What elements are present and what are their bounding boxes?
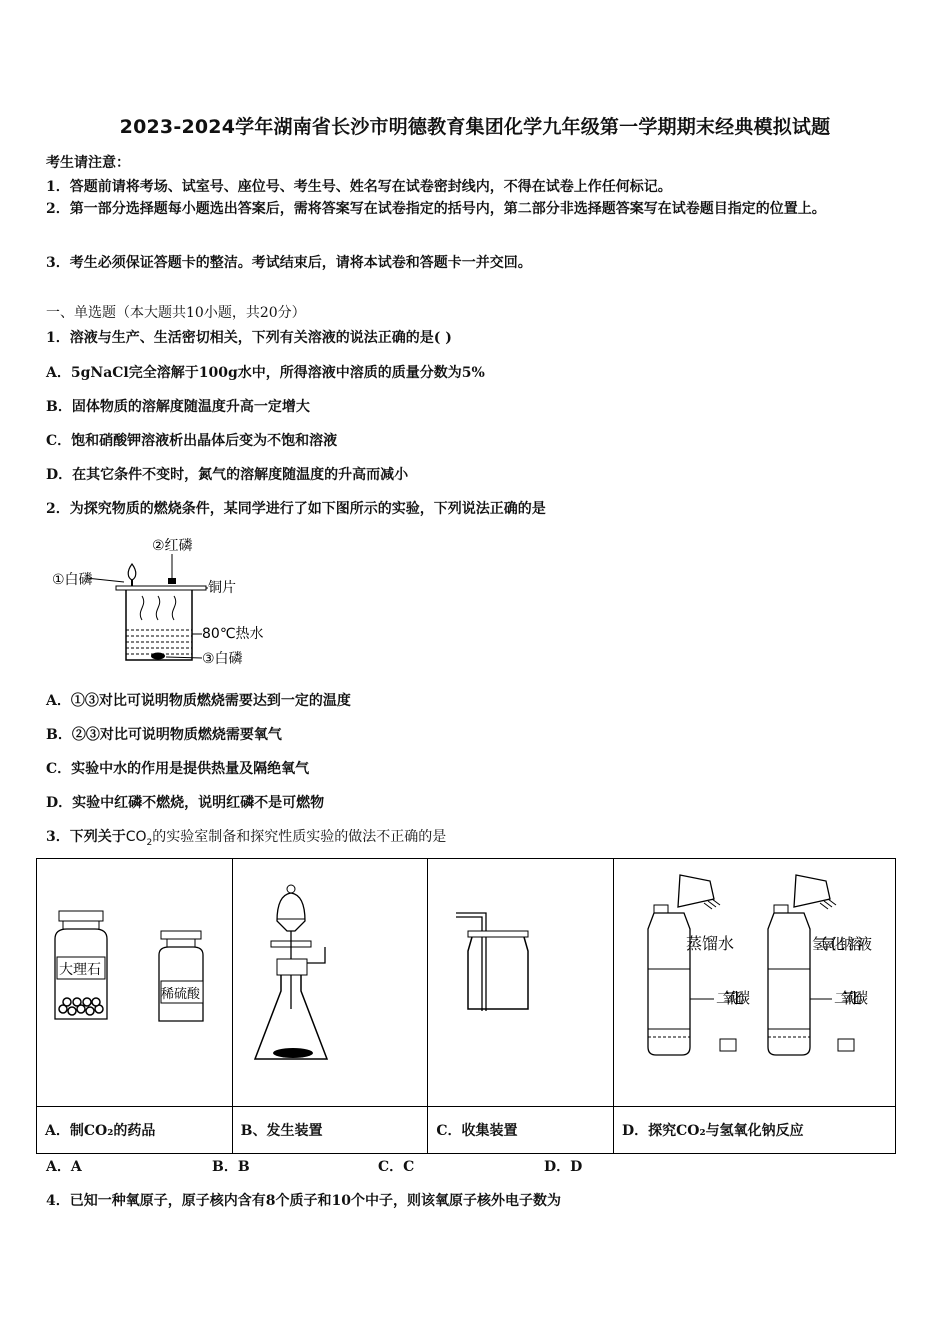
right-bottle-setup	[768, 875, 872, 1055]
q2-stem: 2．为探究物质的燃烧条件，某同学进行了如下图所示的实验，下列说法正确的是	[46, 501, 546, 517]
steam-icon	[140, 596, 175, 620]
white-phosphorus-in-water	[151, 653, 165, 660]
copper-plate	[116, 586, 206, 590]
pouring-beaker-left	[678, 875, 714, 907]
q3-cell-d-figure	[613, 859, 895, 1107]
q2-option-b: B．②③对比可说明物质燃烧需要氧气	[46, 727, 282, 743]
q4-stem: 4．已知一种氧原子，原子核内含有8个质子和10个中子，则该氧原子核外电子数为	[46, 1193, 561, 1209]
notice-item-3: 3．考生必须保证答题卡的整洁。考试结束后，请将本试卷和答题卡一并交回。	[46, 255, 532, 271]
co2-canister-right	[838, 1039, 854, 1051]
q3-caption-c: C．收集装置	[428, 1107, 614, 1154]
q3-table	[36, 858, 896, 1154]
solid-reagent	[273, 1048, 313, 1058]
notice-heading: 考生请注意：	[46, 155, 130, 171]
q3-caption-d: D．探究CO₂与氢氧化钠反应	[613, 1107, 895, 1154]
combustion-experiment-figure	[50, 530, 290, 675]
red-phosphorus	[168, 578, 176, 584]
label-naoh: 氢氧化钠溶液	[811, 935, 872, 953]
label-marble: 大理石	[59, 962, 101, 978]
label-co2-left: 二氧化碳	[715, 989, 750, 1007]
q1-option-a: A．5gNaCl完全溶解于100g水中，所得溶液中溶质的质量分数为5%	[46, 365, 485, 381]
label-distilled-water: 蒸馏水	[685, 934, 734, 953]
q3-choice-b: B．B	[212, 1159, 250, 1175]
label-white-phosphorus-top: ①白磷	[52, 572, 93, 588]
q2-option-a: A．①③对比可说明物质燃烧需要达到一定的温度	[46, 693, 351, 709]
label-red-phosphorus: ②红磷	[152, 538, 193, 554]
left-bottle-setup	[648, 875, 750, 1055]
q3-choice-c: C．C	[378, 1159, 415, 1175]
flame-icon	[128, 564, 136, 580]
beaker	[126, 590, 192, 660]
q1-option-c: C．饱和硝酸钾溶液析出晶体后变为不饱和溶液	[46, 433, 338, 449]
section-heading: 一、单选题（本大题共10小题，共20分）	[46, 305, 306, 321]
q3-cell-b-figure	[232, 859, 428, 1107]
page-title: 2023-2024学年湖南省长沙市明德教育集团化学九年级第一学期期末经典模拟试题	[119, 116, 831, 138]
q3-stem: 3．下列关于$CO_2$的实验室制备和探究性质实验的做法不正确的是	[46, 829, 447, 848]
q2-option-c: C．实验中水的作用是提供热量及隔绝氧气	[46, 761, 310, 777]
q3-cell-a-figure	[37, 859, 233, 1107]
q3-caption-a: A．制CO₂的药品	[37, 1107, 233, 1154]
q3-choices	[46, 1156, 710, 1176]
bottle-right	[768, 913, 810, 1055]
label-white-phosphorus-water: ③白磷	[202, 651, 243, 667]
label-co2-right: 二氧化碳	[833, 989, 868, 1007]
notice-item-1: 1．答题前请将考场、试室号、座位号、考生号、姓名写在试卷密封线内，不得在试卷上作任何标记。	[46, 179, 672, 195]
q3-choice-d: D．D	[544, 1159, 583, 1175]
q3-choice-a: A．A	[46, 1159, 82, 1175]
label-dilute-sulfuric: 稀硫酸	[161, 987, 201, 1002]
separatory-funnel	[277, 893, 305, 931]
q3-cell-c-figure	[428, 859, 614, 1107]
q1-option-b: B．固体物质的溶解度随温度升高一定增大	[46, 399, 310, 415]
collection-apparatus-figure	[428, 859, 612, 1102]
co2-naoh-experiment-figure	[614, 859, 894, 1102]
q2-option-d: D．实验中红磷不燃烧，说明红磷不是可燃物	[46, 795, 325, 811]
reagent-bottles-figure	[37, 859, 231, 1102]
bottle-left	[648, 913, 690, 1055]
co2-canister-left	[720, 1039, 736, 1051]
gas-bottle	[468, 937, 528, 1009]
label-copper: 铜片	[208, 580, 236, 596]
q3-caption-b: B、发生装置	[232, 1107, 428, 1154]
q1-option-d: D．在其它条件不变时，氮气的溶解度随温度的升高而减小	[46, 467, 409, 483]
notice-item-2: 2．第一部分选择题每小题选出答案后，需将答案写在试卷指定的括号内，第二部分非选择题答案写在试卷题目指定的位置上。	[46, 201, 826, 217]
generator-apparatus-figure	[233, 859, 427, 1102]
marble-chips	[59, 998, 103, 1015]
q1-stem: 1．溶液与生产、生活密切相关，下列有关溶液的说法正确的是( )	[46, 330, 452, 346]
pouring-beaker-right	[794, 875, 830, 907]
label-hot-water: 80℃热水	[202, 626, 264, 642]
